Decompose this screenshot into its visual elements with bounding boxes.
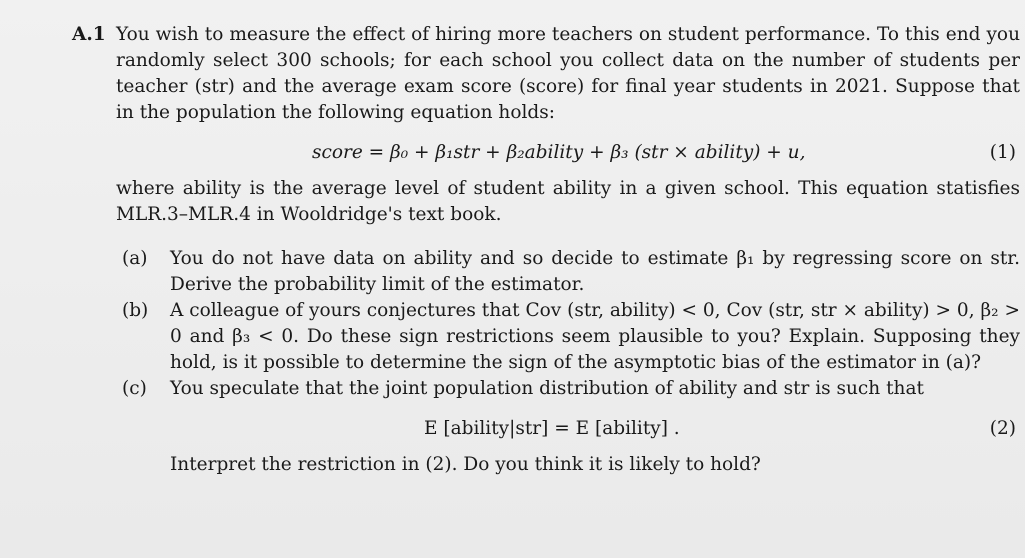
part-c-label: (c) <box>122 378 147 399</box>
part-b-text: A colleague of yours conjectures that Cov (str, ability) < 0, Cov (str, str × ability) > 0, β₂ > 0 and β₃ < 0. Do these sign restrictions seem plausible to you? Explain. Supposing they hold, is it possible to determine the sign of the asymptotic bias of the estimator in (a)? <box>170 300 1020 373</box>
part-a-label: (a) <box>122 248 148 269</box>
part-a-text: You do not have data on ability and so decide to estimate β₁ by regressing score on str. Derive the probability limit of the estimator. <box>170 248 1020 295</box>
part-b-label: (b) <box>122 300 149 321</box>
question-number: A.1 <box>72 24 106 45</box>
question-intro: You wish to measure the effect of hiring more teachers on student performance. To this end you randomly select 300 schools; for each school you collect data on the number of students per teacher (str) and the average exam score (score) for final year students in 2021. Suppose that in the population the following equation holds: <box>116 24 1020 123</box>
equation-2-line <box>72 416 1020 444</box>
question-after-equation: where ability is the average level of student ability in a given school. This equation statisfies MLR.3–MLR.4 in Wooldridge's text book. <box>116 178 1020 225</box>
part-b <box>122 298 1020 376</box>
equation-2-label: (2) <box>989 418 1016 439</box>
part-a <box>122 246 1020 298</box>
equation-2: E [ability|str] = E [ability] . <box>424 418 680 439</box>
part-c-final: Interpret the restriction in (2). Do you think it is likely to hold? <box>170 454 761 475</box>
part-c-text: You speculate that the joint population distribution of ability and str is such that <box>170 378 924 399</box>
equation-1: score = β₀ + β₁str + β₂ability + β₃ (str × ability) + u, <box>312 142 806 163</box>
question-block <box>72 22 1020 478</box>
equation-1-label: (1) <box>989 142 1016 163</box>
part-c <box>122 376 1020 402</box>
parts-list <box>122 246 1020 402</box>
equation-1-line <box>72 140 1020 168</box>
